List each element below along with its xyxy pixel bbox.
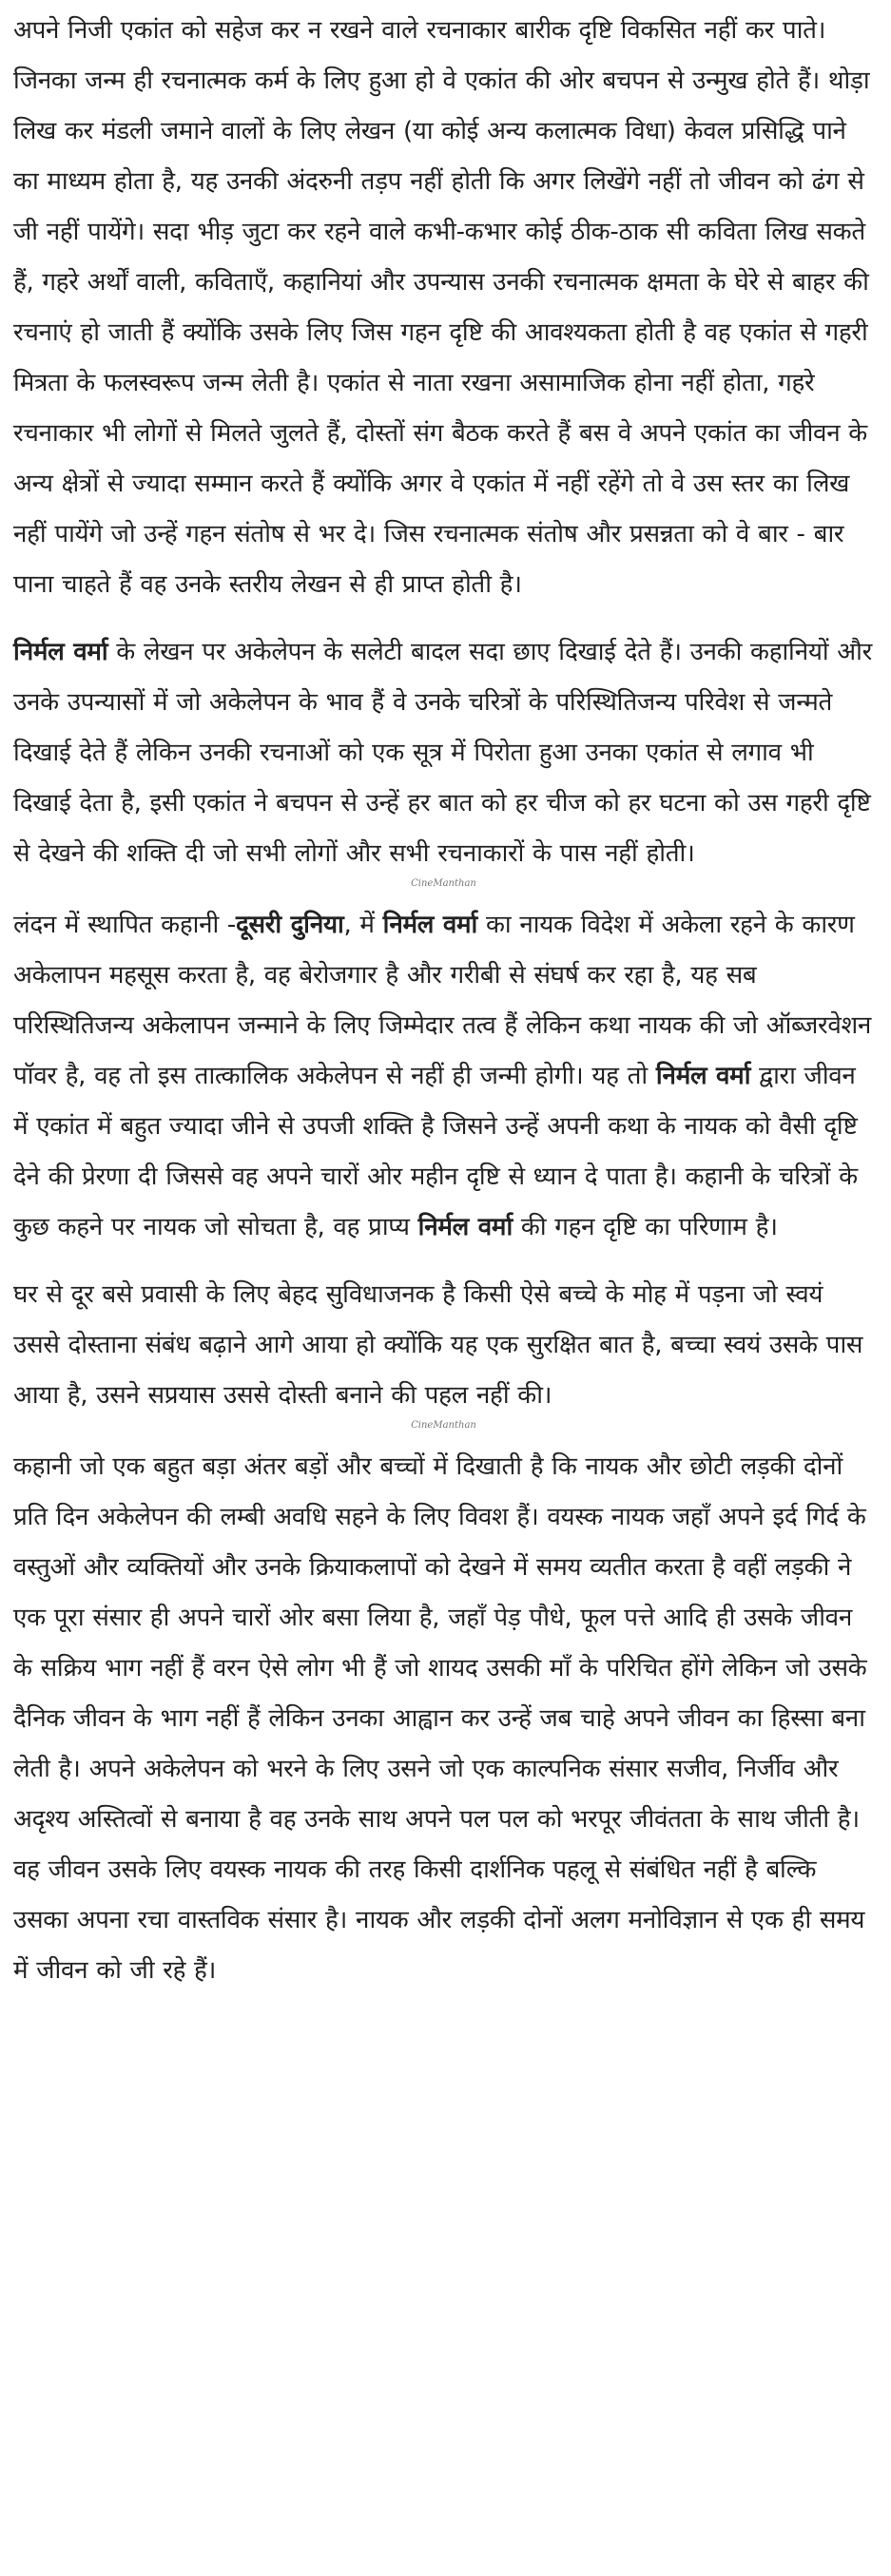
- author-name: निर्मल वर्मा: [417, 1213, 513, 1241]
- author-name: निर्मल वर्मा: [655, 1062, 751, 1090]
- para-3-text: द्वारा जीवन में एकांत में बहुत ज्यादा जीने से उपजी शक्ति है जिसने उन्हें अपनी कथा के नायक को वैसी दृष्टि देने की प्रेरणा दी जिससे वह अपने चारों ओर महीन दृष्टि से ध्यान दे पाता है। कहानी के चरित्रों के कुछ कहने पर नायक जो सोचता है, वह प्राप्य: [13, 1062, 858, 1241]
- para-3-text: का नायक विदेश में अकेला रहने के कारण अकेलापन महसूस करता है, वह बेरोजगार है और गरीबी से संघर्ष कर रहा है, यह सब परिस्थितिजन्य अकेलापन जन्माने के लिए जिम्मेदार तत्व हैं लेकिन कथा नायक की जो ऑब्जरवेशन पॉवर है, वह तो इस तात्कालिक अकेलेपन से नहीं ही जन्मी होगी। यह तो: [13, 911, 872, 1090]
- paragraph-4: [13, 1270, 874, 1421]
- author-name: निर्मल वर्मा: [13, 638, 108, 666]
- para-2-text: के लेखन पर अकेलेपन के सलेटी बादल सदा छाए दिखाई देते हैं। उनकी कहानियों और उनके उपन्यासों में जो अकेलेपन के भाव हैं वे उनके चरित्रों के परिस्थितिजन्य परिवेश से जन्मते दिखाई देते हैं लेकिन उनकी रचनाओं को एक सूत्र में पिरोता हुआ उनका एकांत से लगाव भी दिखाई देता है, इसी एकांत ने बचपन से उन्हें हर बात को हर चीज को हर घटना को उस गहरी दृष्टि से देखने की शक्ति दी जो सभी लोगों और सभी रचनाकारों के पास नहीं होती।: [13, 638, 872, 868]
- para-5-text: कहानी जो एक बहुत बड़ा अंतर बड़ों और बच्चों में दिखाती है कि नायक और छोटी लड़की दोनों प्रति दिन अकेलेपन की लम्बी अवधि सहने के लिए विवश हैं। वयस्क नायक जहाँ अपने इर्द गिर्द के वस्तुओं और व्यक्तियों और उनके क्रियाकलापों को देखने में समय व्यतीत करता है वहीं लड़की ने एक पूरा संसार ही अपने चारों ओर बसा लिया है, जहाँ पेड़ पौधे, फूल पत्ते आदि ही उसके जीवन के सक्रिय भाग नहीं हैं वरन ऐसे लोग भी हैं जो शायद उसकी माँ के परिचित होंगे लेकिन जो उसके दैनिक जीवन के भाग नहीं हैं लेकिन उनका आह्वान कर उन्हें जब चाहे अपने जीवन का हिस्सा बना लेती है। अपने अकेलेपन को भरने के लिए उसने जो एक काल्पनिक संसार सजीव, निर्जीव और अदृश्य अस्तित्वों से बनाया है वह उनके साथ अपने पल पल को भरपूर जीवंतता के साथ जीती है। वह जीवन उसके लिए वयस्क नायक की तरह किसी दार्शनिक पहलू से संबंधित नहीं है बल्कि उसका अपना रचा वास्तविक संसार है। नायक और लड़की दोनों अलग मनोविज्ञान से एक ही समय में जीवन को जी रहे हैं।: [13, 1452, 867, 1985]
- author-name: निर्मल वर्मा: [382, 911, 477, 939]
- para-3-text: लंदन में स्थापित कहानी -: [13, 911, 236, 939]
- story-title: दूसरी दुनिया: [236, 911, 344, 939]
- paragraph-5: [13, 1442, 874, 1996]
- para-3-text: , में: [343, 911, 383, 939]
- watermark: CineManthan: [411, 1420, 476, 1431]
- paragraph-3: [13, 900, 874, 1253]
- article-body: [13, 6, 874, 2013]
- para-1-text: अपने निजी एकांत को सहेज कर न रखने वाले रचनाकार बारीक दृष्टि विकसित नहीं कर पाते। जिनका जन्म ही रचनात्मक कर्म के लिए हुआ हो वे एकांत की ओर बचपन से उन्मुख होते हैं। थोड़ा लिख कर मंडली जमाने वालों के लिए लेखन (या कोई अन्य कलात्मक विधा) केवल प्रसिद्धि पाने का माध्यम होता है, यह उनकी अंदरुनी तड़प नहीं होती कि अगर लिखेंगे नहीं तो जीवन को ढंग से जी नहीं पायेंगे। सदा भीड़ जुटा कर रहने वाले कभी-कभार कोई ठीक-ठाक सी कविता लिख सकते हैं, गहरे अर्थों वाली, कविताएँ, कहानियां और उपन्यास उनकी रचनात्मक क्षमता के घेरे से बाहर की रचनाएं हो जाती हैं क्योंकि उसके लिए जिस गहन दृष्टि की आवश्यकता होती है वह एकांत से गहरी मित्रता के फलस्वरूप जन्म लेती है। एकांत से नाता रखना असामाजिक होना नहीं होता, गहरे रचनाकार भी लोगों से मिलते जुलते हैं, दोस्तों संग बैठक करते हैं बस वे अपने एकांत का जीवन के अन्य क्षेत्रों से ज्यादा सम्मान करते हैं क्योंकि अगर वे एकांत में नहीं रहेंगे तो वे उस स्तर का लिख नहीं पायेंगे जो उन्हें गहन संतोष से भर दे। जिस रचनात्मक संतोष और प्रसन्नता को वे बार - बार पाना चाहते हैं वह उनके स्तरीय लेखन से ही प्राप्त होती है।: [13, 16, 870, 599]
- watermark: CineManthan: [411, 878, 476, 889]
- paragraph-2: [13, 627, 874, 879]
- para-4-text: घर से दूर बसे प्रवासी के लिए बेहद सुविधाजनक है किसी ऐसे बच्चे के मोह में पड़ना जो स्वयं उससे दोस्ताना संबंध बढ़ाने आगे आया हो क्योंकि यह एक सुरक्षित बात है, बच्चा स्वयं उसके पास आया है, उसने सप्रयास उससे दोस्ती बनाने की पहल नहीं की।: [13, 1280, 863, 1410]
- paragraph-1: [13, 6, 874, 610]
- para-3-text: की गहन दृष्टि का परिणाम है।: [512, 1213, 778, 1241]
